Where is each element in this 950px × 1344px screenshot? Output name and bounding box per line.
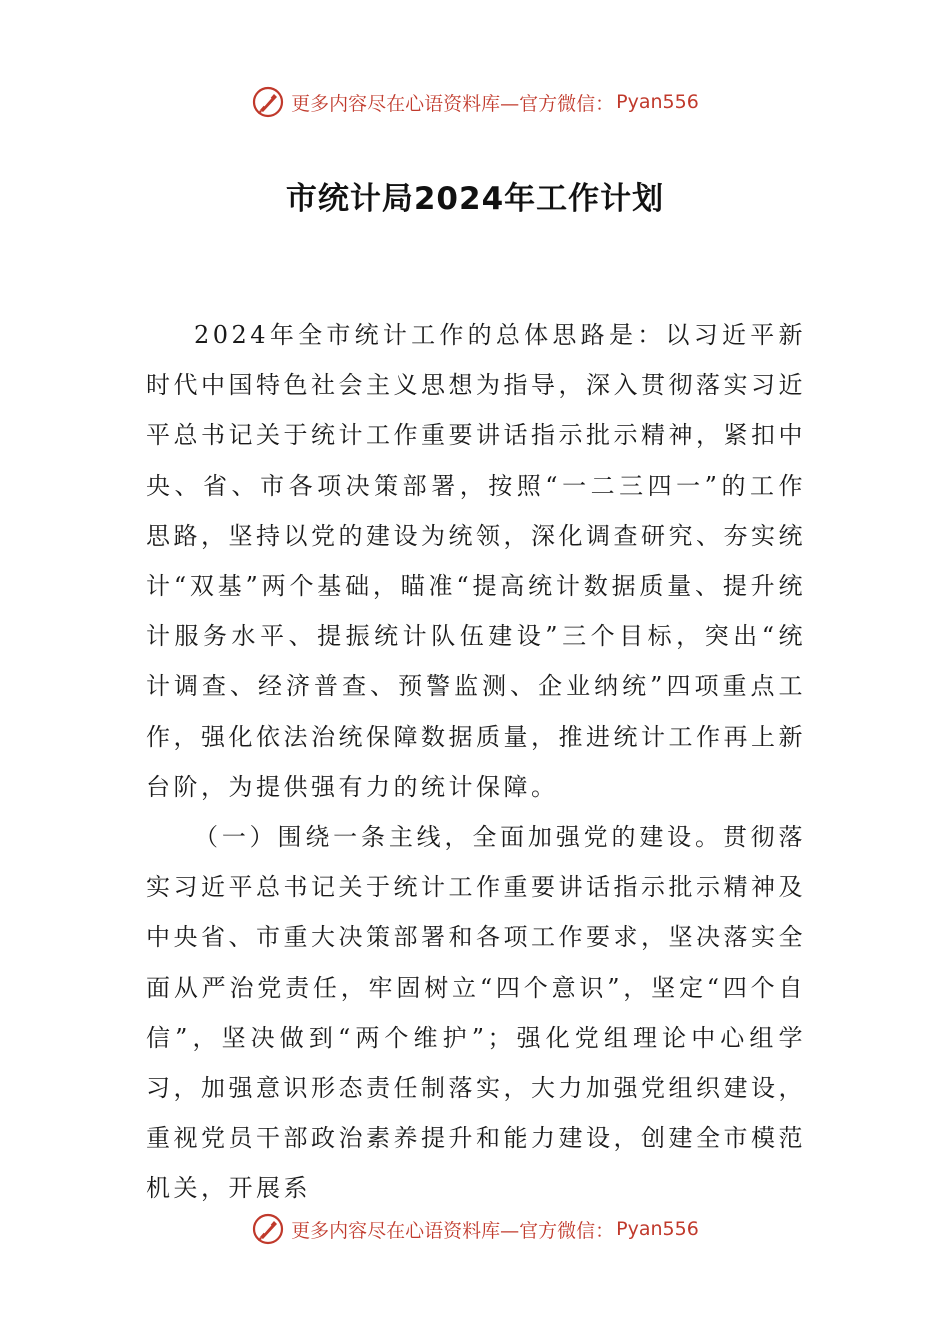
banner-wechat-id: Pyan556: [616, 91, 699, 113]
quill-pen-logo-icon: [251, 1212, 285, 1246]
paragraph-section-1: （一）围绕一条主线，全面加强党的建设。贯彻落实习近平总书记关于统计工作重要讲话指示批示精神及中央省、市重大决策部署和各项工作要求，坚决落实全面从严治党责任，牢固树立“四个意识”，坚定“四个自信”，坚决做到“两个维护”；强化党组理论中心组学习，加强意识形态责任制落实，大力加强党组织建设，重视党员干部政治素养提升和能力建设，创建全市模范机关，开展系: [146, 823, 806, 1203]
banner-wechat-id: Pyan556: [616, 1218, 699, 1240]
document-body: [146, 310, 806, 1214]
header-banner: [0, 82, 950, 122]
footer-banner: [0, 1209, 950, 1249]
quill-pen-logo-icon: [251, 85, 285, 119]
paragraph-overview: 2024年全市统计工作的总体思路是：以习近平新时代中国特色社会主义思想为指导，深入贯彻落实习近平总书记关于统计工作重要讲话指示批示精神，紧扣中央、省、市各项决策部署，按照“一二三四一”的工作思路，坚持以党的建设为统领，深化调查研究、夯实统计“双基”两个基础，瞄准“提高统计数据质量、提升统计服务水平、提振统计队伍建设”三个目标，突出“统计调查、经济普查、预警监测、企业纳统”四项重点工作，强化依法治统保障数据质量，推进统计工作再上新台阶，为提供强有力的统计保障。: [146, 321, 806, 801]
banner-brand-text: 更多内容尽在心语资料库—官方微信：: [291, 92, 615, 115]
document-title: 市统计局2024年工作计划: [285, 181, 665, 217]
banner-brand-text: 更多内容尽在心语资料库—官方微信：: [291, 1219, 615, 1242]
